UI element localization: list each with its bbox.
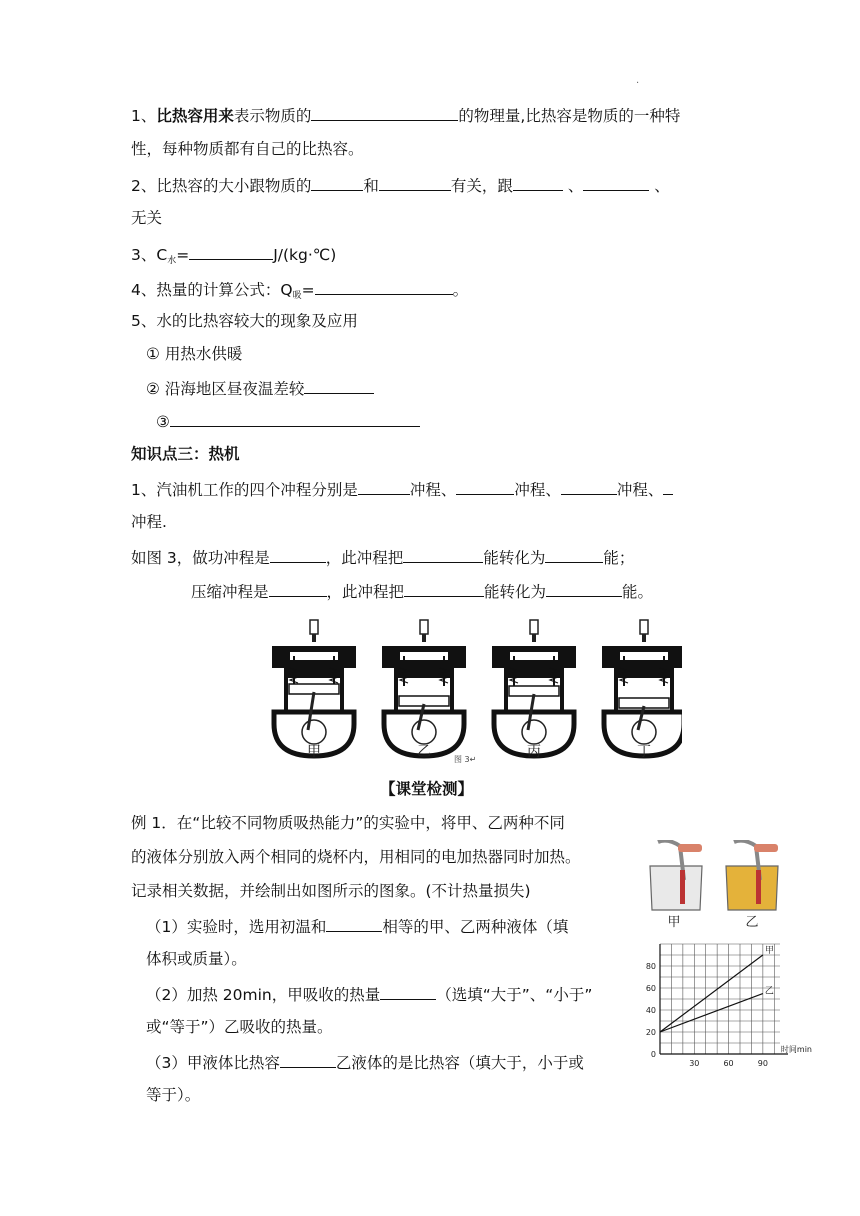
engine-label-2: 乙 [417, 744, 431, 760]
q3-text-a: （3）甲液体比热容 [146, 1054, 280, 1072]
item-5-choice-1: ① 用热水供暖 [146, 345, 243, 363]
figure-caption: 图 3↵ [454, 755, 477, 764]
fig-text-c: 能转化为 [483, 549, 546, 567]
spark-plug-icon [530, 620, 538, 634]
example-line-3: 记录相关数据，并绘制出如图所示的图象。(不计热量损失) [131, 882, 531, 900]
y-tick-label: 0 [650, 1050, 656, 1059]
item-4-text-a: 4、热量的计算公式：Q [131, 281, 293, 299]
fig2-text-d: 能。 [622, 583, 654, 601]
blank [189, 242, 273, 260]
blank [545, 545, 603, 563]
blank [270, 545, 326, 563]
item-5-text: 5、水的比热容较大的现象及应用 [131, 312, 358, 330]
blank [170, 409, 420, 427]
question-1-line-2: 体积或质量）。 [146, 950, 247, 968]
page-mark: . [636, 75, 640, 86]
engine-text-d: 冲程、 [616, 481, 664, 499]
item-1-line-2: 性，每种物质都有自己的比热容。 [131, 140, 364, 158]
item-2-text-d: 、 [562, 177, 584, 195]
y-tick-label: 80 [645, 962, 656, 971]
blank [380, 982, 436, 1000]
section-heading-heat-engine: 知识点三：热机 [131, 445, 240, 463]
q2-text-a: （2）加热 20min，甲吸收的热量 [146, 986, 381, 1004]
engine-4 [602, 620, 682, 756]
item-1-number: 1、 [131, 107, 157, 125]
engine-1 [272, 620, 356, 756]
item-5-choice-3 [156, 409, 420, 433]
fig-text-d: 能； [603, 549, 635, 567]
item-4-text-b: = [301, 281, 315, 299]
engine-strokes-figure [262, 616, 682, 766]
engine-label-4: 丁 [637, 744, 651, 760]
heating-graph-figure [640, 840, 845, 1070]
blank [269, 579, 327, 597]
item-3-text-c: J/(kg·℃) [273, 246, 337, 264]
cylinder-head [272, 646, 356, 678]
blank [513, 173, 563, 191]
crankshaft [522, 720, 546, 744]
engine-2 [382, 620, 466, 756]
blank [546, 579, 622, 597]
y-tick-label: 40 [645, 1006, 656, 1015]
heater-rod [680, 870, 685, 904]
choice-3-text: ③ [156, 413, 170, 431]
blank [304, 376, 374, 394]
engine-text-c: 冲程、 [514, 481, 561, 499]
heater-plug [678, 844, 702, 852]
x-tick-label: 30 [689, 1059, 700, 1068]
x-tick-label: 90 [757, 1059, 768, 1068]
spark-plug-icon [420, 620, 428, 634]
y-tick-label: 60 [645, 984, 656, 993]
item-3-subscript: 水 [167, 256, 177, 266]
blank [456, 477, 514, 495]
fig2-text-b: ，此冲程把 [326, 583, 405, 601]
example-line-2: 的液体分别放入两个相同的烧杯内，用相同的电加热器同时加热。 [131, 848, 581, 866]
question-2-line-1 [146, 982, 592, 1006]
fig-text-a: 如图 3，做功冲程是 [131, 549, 270, 567]
q2-text-b: （选填“大于”、“小于” [436, 986, 593, 1004]
item-2-text-c: 有关，跟 [450, 177, 513, 195]
heater-rod [756, 870, 761, 904]
blank [561, 477, 617, 495]
heater-plug [754, 844, 778, 852]
figure-line-1 [131, 545, 634, 569]
beaker-label-jia: 甲 [667, 915, 681, 930]
beaker-label-yi: 乙 [745, 915, 759, 930]
fig2-text-c: 能转化为 [484, 583, 547, 601]
beaker-yi [726, 841, 778, 910]
cylinder-head [382, 646, 466, 678]
choice-2-text: ② 沿海地区昼夜温差较 [146, 380, 305, 398]
blank [663, 477, 673, 495]
item-3-text-b: = [176, 246, 190, 264]
blank [404, 579, 484, 597]
blank [280, 1050, 336, 1068]
question-1-line-1 [146, 914, 568, 938]
question-3-line-2: 等于）。 [146, 1086, 201, 1104]
crankshaft [412, 720, 436, 744]
item-4-subscript: 吸 [292, 291, 302, 301]
y-tick-label: 20 [645, 1028, 656, 1037]
spark-plug-icon [640, 620, 648, 634]
q1-text-a: （1）实验时，选用初温和 [146, 918, 327, 936]
figure-line-2 [191, 579, 653, 603]
x-axis-label: 时间min [780, 1045, 812, 1054]
item-1-text-b: 的物理量,比热容是物质的一种特 [458, 107, 681, 125]
beaker-jia [650, 841, 702, 910]
item-2-text-a: 2、比热容的大小跟物质的 [131, 177, 312, 195]
spark-plug-icon [310, 620, 318, 634]
item-4 [131, 277, 468, 307]
series-label-2: 乙 [764, 986, 774, 997]
blank [311, 173, 363, 191]
item-1-bold: 比热容用来 [156, 107, 234, 125]
fig2-text-a: 压缩冲程是 [191, 583, 269, 601]
engine-label-1: 甲 [307, 744, 321, 760]
blank [403, 545, 483, 563]
fig-text-b: ，此冲程把 [325, 549, 404, 567]
engine-label-3: 丙 [527, 744, 541, 760]
item-5 [131, 310, 358, 332]
blank [379, 173, 451, 191]
blank [311, 103, 458, 121]
item-2-line-1 [131, 173, 670, 197]
item-1-text-a: 表示物质的 [233, 107, 312, 125]
item-2-line-2: 无关 [131, 209, 163, 227]
item-2-text-e: 、 [649, 177, 670, 195]
blank [358, 477, 410, 495]
question-3-line-1 [146, 1050, 584, 1074]
item-3-text-a: 3、C [131, 246, 168, 264]
item-4-text-c: 。 [452, 281, 469, 299]
series-label-1: 甲 [764, 946, 774, 956]
crankshaft [632, 720, 656, 744]
series-line-1 [660, 955, 763, 1032]
item-2-text-b: 和 [363, 177, 379, 195]
test-heading: 【课堂检测】 [380, 780, 474, 798]
item-5-choice-2 [146, 376, 374, 400]
engine-line-1 [131, 477, 673, 501]
engine-text-b: 冲程、 [409, 481, 457, 499]
crankshaft [302, 720, 326, 744]
blank [583, 173, 649, 191]
x-tick-label: 60 [723, 1059, 734, 1068]
q3-text-b: 乙液体的是比热容（填大于，小于或 [335, 1054, 584, 1072]
engine-line-2: 冲程. [131, 513, 167, 531]
blank [315, 277, 453, 295]
blank [326, 914, 382, 932]
engine-3 [492, 620, 576, 756]
question-2-line-2: 或“等于”）乙吸收的热量。 [146, 1018, 333, 1036]
cylinder-head [602, 646, 682, 678]
q1-text-b: 相等的甲、乙两种液体（填 [382, 918, 569, 936]
item-3 [131, 242, 336, 272]
cylinder-head [492, 646, 576, 678]
item-1-line-1 [131, 103, 680, 127]
example-line-1: 例 1．在“比较不同物质吸热能力”的实验中，将甲、乙两种不同 [131, 814, 565, 832]
engine-text-a: 1、汽油机工作的四个冲程分别是 [131, 481, 358, 499]
